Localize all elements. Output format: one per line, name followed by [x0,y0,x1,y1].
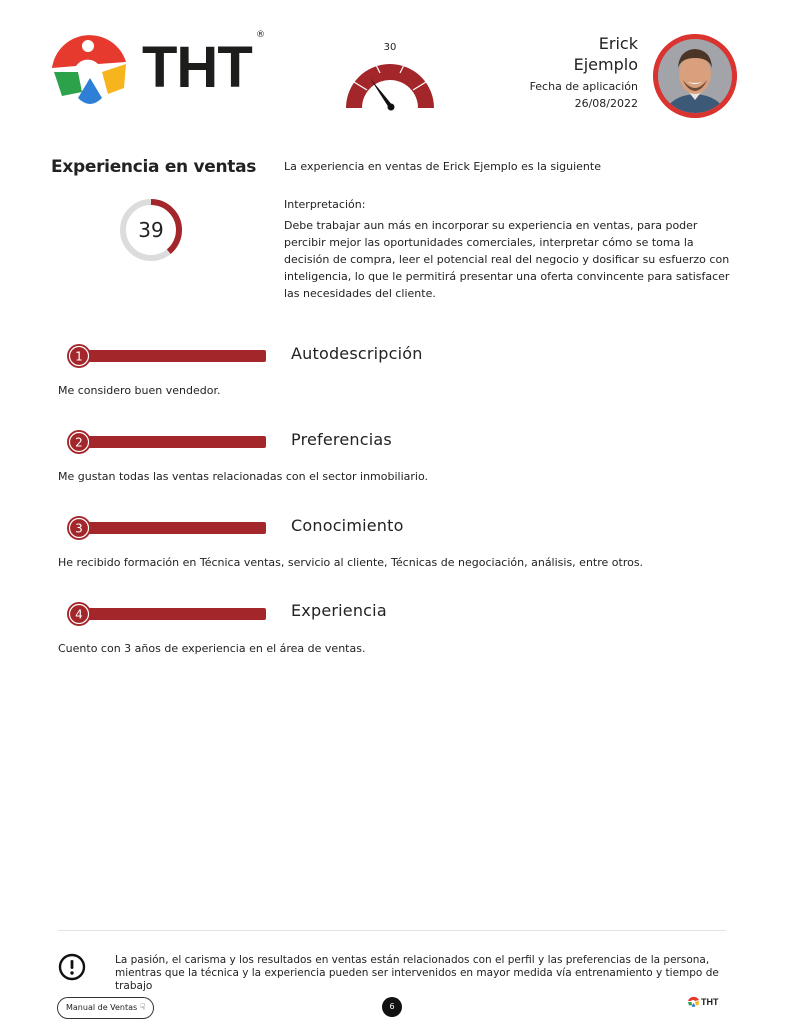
manual-button-label: Manual de Ventas [66,1003,138,1012]
brand-name: THT [142,35,252,100]
footer-note: La pasión, el carisma y los resultados en ventas están relacionados con el perfil y las preferencias de la persona, mientras que la técnica y la experiencia pueden ser intervenidos en mayor medida vía entrenamiento y tiempo de trabajo [115,954,719,992]
exclamation-circle-icon [58,953,86,981]
item-text: Cuento con 3 años de experiencia en el área de ventas. [58,642,366,655]
footer-divider [58,930,726,931]
gauge-needle [370,78,393,108]
item-text: Me considero buen vendedor. [58,384,221,397]
item-number: 2 [75,435,83,450]
item-title: Conocimiento [291,516,404,535]
item-text: Me gustan todas las ventas relacionadas con el sector inmobiliario. [58,470,429,483]
user-last-name: Ejemplo [573,55,638,74]
item-number: 1 [75,349,83,364]
item-number-bar [66,515,266,541]
user-first-name: Erick [598,34,638,53]
interpretation-text: Debe trabajar aun más en incorporar su experiencia en ventas, para poder percibir mejor las oportunidades comerciales, interpretar cómo se toma la decisión de compra, leer el potencial real del negocio y dosificar su esfuerzo con inteligencia, lo que le permitirá presentar una oferta convincente para satisfacer las necesidades del cliente. [284,219,730,300]
intro-text: La experiencia en ventas de Erick Ejemplo es la siguiente [284,160,601,173]
section-title: Experiencia en ventas [51,157,257,177]
score-value: 39 [138,218,164,242]
tht-mini-logo [687,994,727,1008]
interpretation-label: Interpretación: [284,198,366,211]
mini-brand: THT [701,997,719,1007]
avatar [653,34,737,118]
hand-pointer-icon: ☟ [139,1003,146,1013]
gauge-value-label: 30 [383,42,397,53]
item-number-bar [66,601,266,627]
item-number-bar [66,429,266,455]
item-title: Autodescripción [291,344,423,363]
date-value: 26/08/2022 [574,97,638,110]
item-text: He recibido formación en Técnica ventas, servicio al cliente, Técnicas de negociación, análisis, entre otros. [58,556,644,569]
item-number: 3 [75,521,83,536]
speedometer-gauge [340,40,440,112]
page-number: 6 [382,997,402,1017]
item-number-bar [66,343,266,369]
manual-de-ventas-button[interactable] [57,997,154,1019]
registered-mark: ® [256,30,265,40]
item-title: Experiencia [291,601,387,620]
item-title: Preferencias [291,430,392,449]
date-label: Fecha de aplicación [529,80,638,93]
item-number: 4 [75,607,83,622]
